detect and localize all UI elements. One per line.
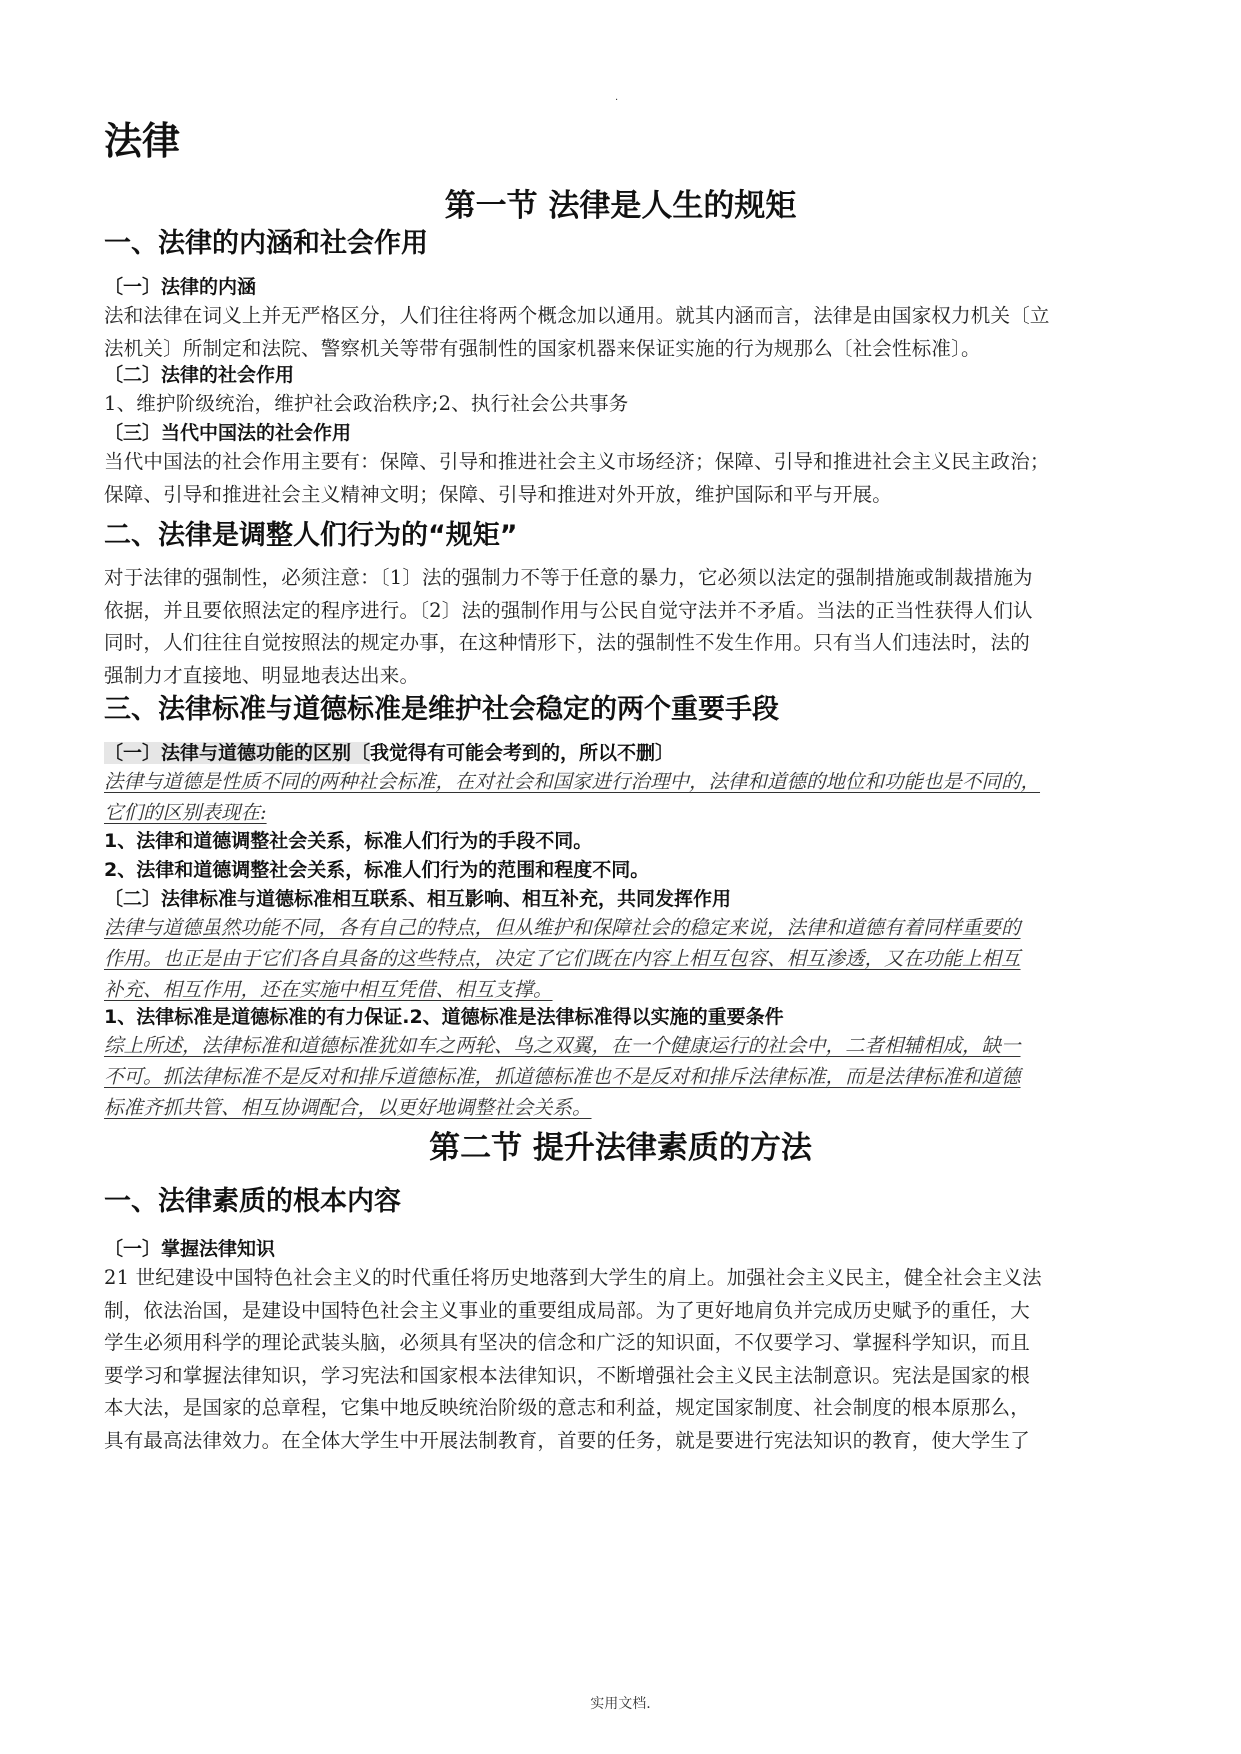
paragraph-2-1-1 bbox=[104, 1262, 1138, 1457]
paragraph-2 bbox=[104, 562, 1138, 692]
section-2-part-1-heading: 一、法律素质的根本内容 bbox=[104, 1186, 401, 1217]
paragraph-1-3 bbox=[104, 446, 1138, 511]
section-1-title: 第一节 法律是人生的规矩 bbox=[444, 188, 797, 224]
text-line: 对于法律的强制性，必须注意：〔1〕法的强制力不等于任意的暴力，它必须以法定的强制措施或制裁措施为 bbox=[104, 566, 1033, 589]
text-line: 当代中国法的社会作用主要有：保障、引导和推进社会主义市场经济；保障、引导和推进社会主义民主政治； bbox=[104, 450, 1050, 473]
text-line: 学生必须用科学的理论武装头脑，必须具有坚决的信念和广泛的知识面，不仅要学习、掌握科学知识，而且 bbox=[104, 1331, 1030, 1354]
text-line: 本大法，是国家的总章程，它集中地反映统治阶级的意志和利益，规定国家制度、社会制度的根本原那么， bbox=[104, 1396, 1030, 1419]
text-line: 法和法律在词义上并无严格区分，人们往往将两个概念加以通用。就其内涵而言，法律是由国家权力机关〔立 bbox=[104, 304, 1050, 327]
subheading-1-1: 〔一〕法律的内涵 bbox=[104, 276, 257, 298]
header-dot: . bbox=[615, 92, 619, 103]
subheading-note: 我觉得有可能会考到的，所以不删〕 bbox=[370, 742, 675, 764]
bold-point-1: 1、法律和道德调整社会关系，标准人们行为的手段不同。 bbox=[104, 830, 593, 852]
text-line: 补充、相互作用，还在实施中相互凭借、相互支撑。 bbox=[104, 978, 553, 1001]
subheading-1-3: 〔三〕当代中国法的社会作用 bbox=[104, 422, 352, 444]
text-line: 法律与道德是性质不同的两种社会标准，在对社会和国家进行治理中，法律和道德的地位和功能也是不同的， bbox=[104, 770, 1041, 793]
text-line: 作用。也正是由于它们各自具备的这些特点，决定了它们既在内容上相互包容、相互渗透，又在功能上相互 bbox=[104, 947, 1021, 970]
paragraph-1-2 bbox=[104, 388, 1138, 421]
text-line: 法机关〕所制定和法院、警察机关等带有强制性的国家机器来保证实施的行为规那么〔社会性标准〕。 bbox=[104, 336, 981, 360]
italic-paragraph-3-3 bbox=[104, 1030, 1144, 1123]
text-line: 不可。抓法律标准不是反对和排斥道德标准，抓道德标准也不是反对和排斥法律标准，而是法律标准和道德 bbox=[104, 1065, 1021, 1088]
part-2-heading: 二、法律是调整人们行为的“规矩” bbox=[104, 520, 518, 551]
text-line: 标准齐抓共管、相互协调配合，以更好地调整社会关系。 bbox=[104, 1096, 592, 1119]
text-line: 具有最高法律效力。在全体大学生中开展法制教育，首要的任务，就是要进行宪法知识的教育，使大学生了 bbox=[104, 1428, 1030, 1452]
text-line: 综上所述，法律标准和道德标准犹如车之两轮、鸟之双翼，在一个健康运行的社会中，二者相辅相成，缺一 bbox=[104, 1034, 1021, 1057]
subheading-1-2: 〔二〕法律的社会作用 bbox=[104, 364, 295, 386]
text-line: 它们的区别表现在: bbox=[104, 801, 267, 824]
subheading-3-2: 〔二〕法律标准与道德标准相互联系、相互影响、相互补充，共同发挥作用 bbox=[104, 888, 732, 910]
subheading-3-1 bbox=[104, 740, 674, 766]
italic-paragraph-3-2 bbox=[104, 912, 1144, 1005]
page-footer: 实用文档. bbox=[590, 1696, 651, 1712]
document-title: 法律 bbox=[104, 119, 181, 163]
text-line: 保障、引导和推进社会主义精神文明；保障、引导和推进对外开放，维护国际和平与开展。 bbox=[104, 482, 893, 506]
highlighted-text: 〔一〕法律与道德功能的区别〔 bbox=[104, 742, 371, 764]
subheading-2-1-1: 〔一〕掌握法律知识 bbox=[104, 1238, 276, 1260]
paragraph-1-1 bbox=[104, 300, 1138, 365]
text-line: 同时，人们往往自觉按照法的规定办事，在这种情形下，法的强制性不发生作用。只有当人们违法时，法的 bbox=[104, 631, 1030, 654]
part-1-heading: 一、法律的内涵和社会作用 bbox=[104, 228, 428, 259]
bold-point-3: 1、法律标准是道德标准的有力保证.2、道德标准是法律标准得以实施的重要条件 bbox=[104, 1006, 784, 1028]
text-line: 21 世纪建设中国特色社会主义的时代重任将历史地落到大学生的肩上。加强社会主义民主，健全社会主义法 bbox=[104, 1266, 1042, 1289]
italic-paragraph-3-1 bbox=[104, 766, 1144, 828]
text-line: 法律与道德虽然功能不同，各有自己的特点，但从维护和保障社会的稳定来说，法律和道德有着同样重要的 bbox=[104, 916, 1021, 939]
text-line: 制，依法治国，是建设中国特色社会主义事业的重要组成局部。为了更好地肩负并完成历史赋予的重任，大 bbox=[104, 1298, 1030, 1322]
part-3-heading: 三、法律标准与道德标准是维护社会稳定的两个重要手段 bbox=[104, 694, 779, 725]
text-line: 要学习和掌握法律知识，学习宪法和国家根本法律知识，不断增强社会主义民主法制意识。宪法是国家的根 bbox=[104, 1363, 1030, 1387]
section-2-title: 第二节 提升法律素质的方法 bbox=[429, 1130, 812, 1166]
text-line: 依据，并且要依照法定的程序进行。〔2〕法的强制作用与公民自觉守法并不矛盾。当法的正当性获得人们认 bbox=[104, 598, 1033, 622]
text-line: 1、维护阶级统治，维护社会政治秩序;2、执行社会公共事务 bbox=[104, 392, 629, 415]
text-line: 强制力才直接地、明显地表达出来。 bbox=[104, 663, 420, 687]
bold-point-2: 2、法律和道德调整社会关系，标准人们行为的范围和程度不同。 bbox=[104, 859, 650, 881]
